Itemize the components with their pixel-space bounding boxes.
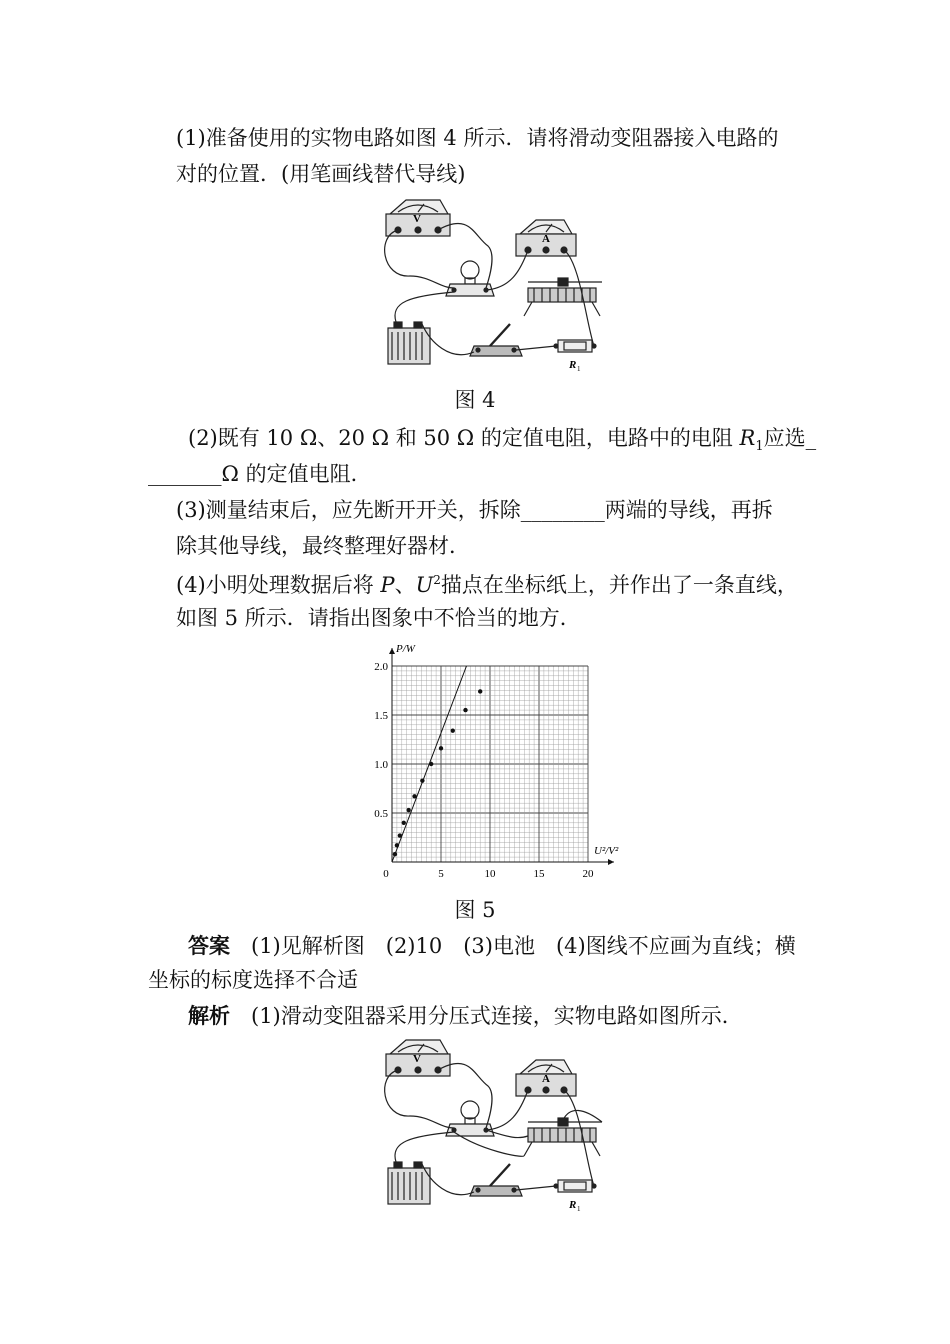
q4-p: P	[380, 573, 395, 597]
data-point	[406, 808, 410, 812]
voltmeter-label: V	[413, 1053, 421, 1065]
chart-figure-5	[356, 638, 646, 886]
q1-line2: 对的位置．(用笔画线替代导线)	[176, 162, 466, 186]
resistor-r1-icon	[554, 340, 596, 352]
figure-5-caption: 图 5	[454, 898, 496, 922]
data-point	[478, 689, 482, 693]
q4-line1	[176, 566, 798, 599]
answer-text: (1)见解析图 (2)10 (3)电池 (4)图线不应画为直线；横	[251, 934, 796, 958]
x-axis-label: U²/V²	[594, 845, 619, 857]
y-axis-label: P/W	[396, 643, 415, 655]
switch-icon	[470, 324, 522, 356]
q2-text-a: (2)既有 10 Ω、20 Ω 和 50 Ω 的定值电阻，电路中的电阻	[188, 426, 740, 450]
data-point	[463, 708, 467, 712]
ammeter-label: A	[542, 1073, 550, 1085]
q2-r-sub: 1	[755, 439, 764, 455]
x-tick-label: 0	[383, 868, 389, 880]
q4-text-a: (4)小明处理数据后将	[176, 573, 381, 597]
ammeter-label: A	[542, 233, 550, 245]
wire	[395, 292, 454, 322]
q4-u: U	[415, 573, 434, 597]
wire	[516, 346, 556, 350]
y-axis-arrow	[389, 648, 395, 654]
data-point	[398, 833, 402, 837]
q2-line1	[188, 424, 816, 461]
x-tick-label: 5	[438, 868, 444, 880]
wire	[395, 1132, 454, 1162]
data-point	[412, 794, 416, 798]
resistor-label-sub: 1	[577, 365, 581, 373]
circuit-figure-solution	[370, 1032, 610, 1216]
q1-line1: (1)准备使用的实物电路如图 4 所示．请将滑动变阻器接入电路的	[176, 126, 779, 150]
y-tick-label: 1.5	[374, 710, 388, 722]
analysis-text: (1)滑动变阻器采用分压式连接，实物电路如图所示．	[251, 1004, 743, 1028]
q2-r: R	[739, 426, 756, 450]
x-tick-label: 15	[533, 868, 545, 880]
data-point	[429, 762, 433, 766]
q3-line1: (3)测量结束后，应先断开开关，拆除________两端的导线，再拆	[176, 498, 773, 522]
y-tick-label: 0.5	[374, 808, 388, 820]
added-wire	[563, 1110, 602, 1122]
voltmeter-label: V	[413, 213, 421, 225]
rheostat-icon	[524, 278, 602, 316]
resistor-label: R	[569, 359, 577, 371]
switch-icon	[470, 1164, 522, 1196]
figure-4-caption: 图 4	[454, 388, 496, 412]
x-tick-label: 10	[484, 868, 496, 880]
x-axis-arrow	[608, 859, 614, 865]
x-tick-label: 20	[582, 868, 594, 880]
q4-line2: 如图 5 所示．请指出图象中不恰当的地方．	[176, 606, 581, 630]
q4-u-sup: 2	[433, 573, 441, 587]
circuit-figure-4	[370, 192, 610, 376]
y-tick-label: 2.0	[374, 661, 388, 673]
q4-text-b: 描点在坐标纸上，并作出了一条直线，	[440, 573, 798, 597]
data-point	[439, 746, 443, 750]
wire	[516, 1186, 556, 1190]
wire	[385, 230, 454, 288]
q2-text-b: 应选_	[763, 426, 817, 450]
data-point	[395, 843, 399, 847]
answer-label: 答案	[188, 934, 230, 958]
answer-line1	[188, 932, 796, 960]
analysis-line1	[188, 1002, 743, 1030]
q3-line2: 除其他导线，最终整理好器材．	[176, 534, 470, 558]
data-point	[420, 778, 424, 782]
data-point	[402, 821, 406, 825]
answer-line2: 坐标的标度选择不合适	[148, 968, 358, 992]
lamp-icon	[446, 261, 494, 296]
data-point	[393, 852, 397, 856]
analysis-label: 解析	[188, 1004, 230, 1028]
resistor-label-sub: 1	[577, 1205, 581, 1213]
resistor-r1-icon	[554, 1180, 596, 1192]
q2-line2: _______Ω 的定值电阻．	[148, 462, 372, 486]
resistor-label: R	[569, 1199, 577, 1211]
rheostat-icon	[524, 1118, 602, 1156]
data-point	[451, 728, 455, 732]
q4-sep: 、	[394, 573, 416, 597]
wire	[385, 1070, 454, 1128]
y-tick-label: 1.0	[374, 759, 388, 771]
